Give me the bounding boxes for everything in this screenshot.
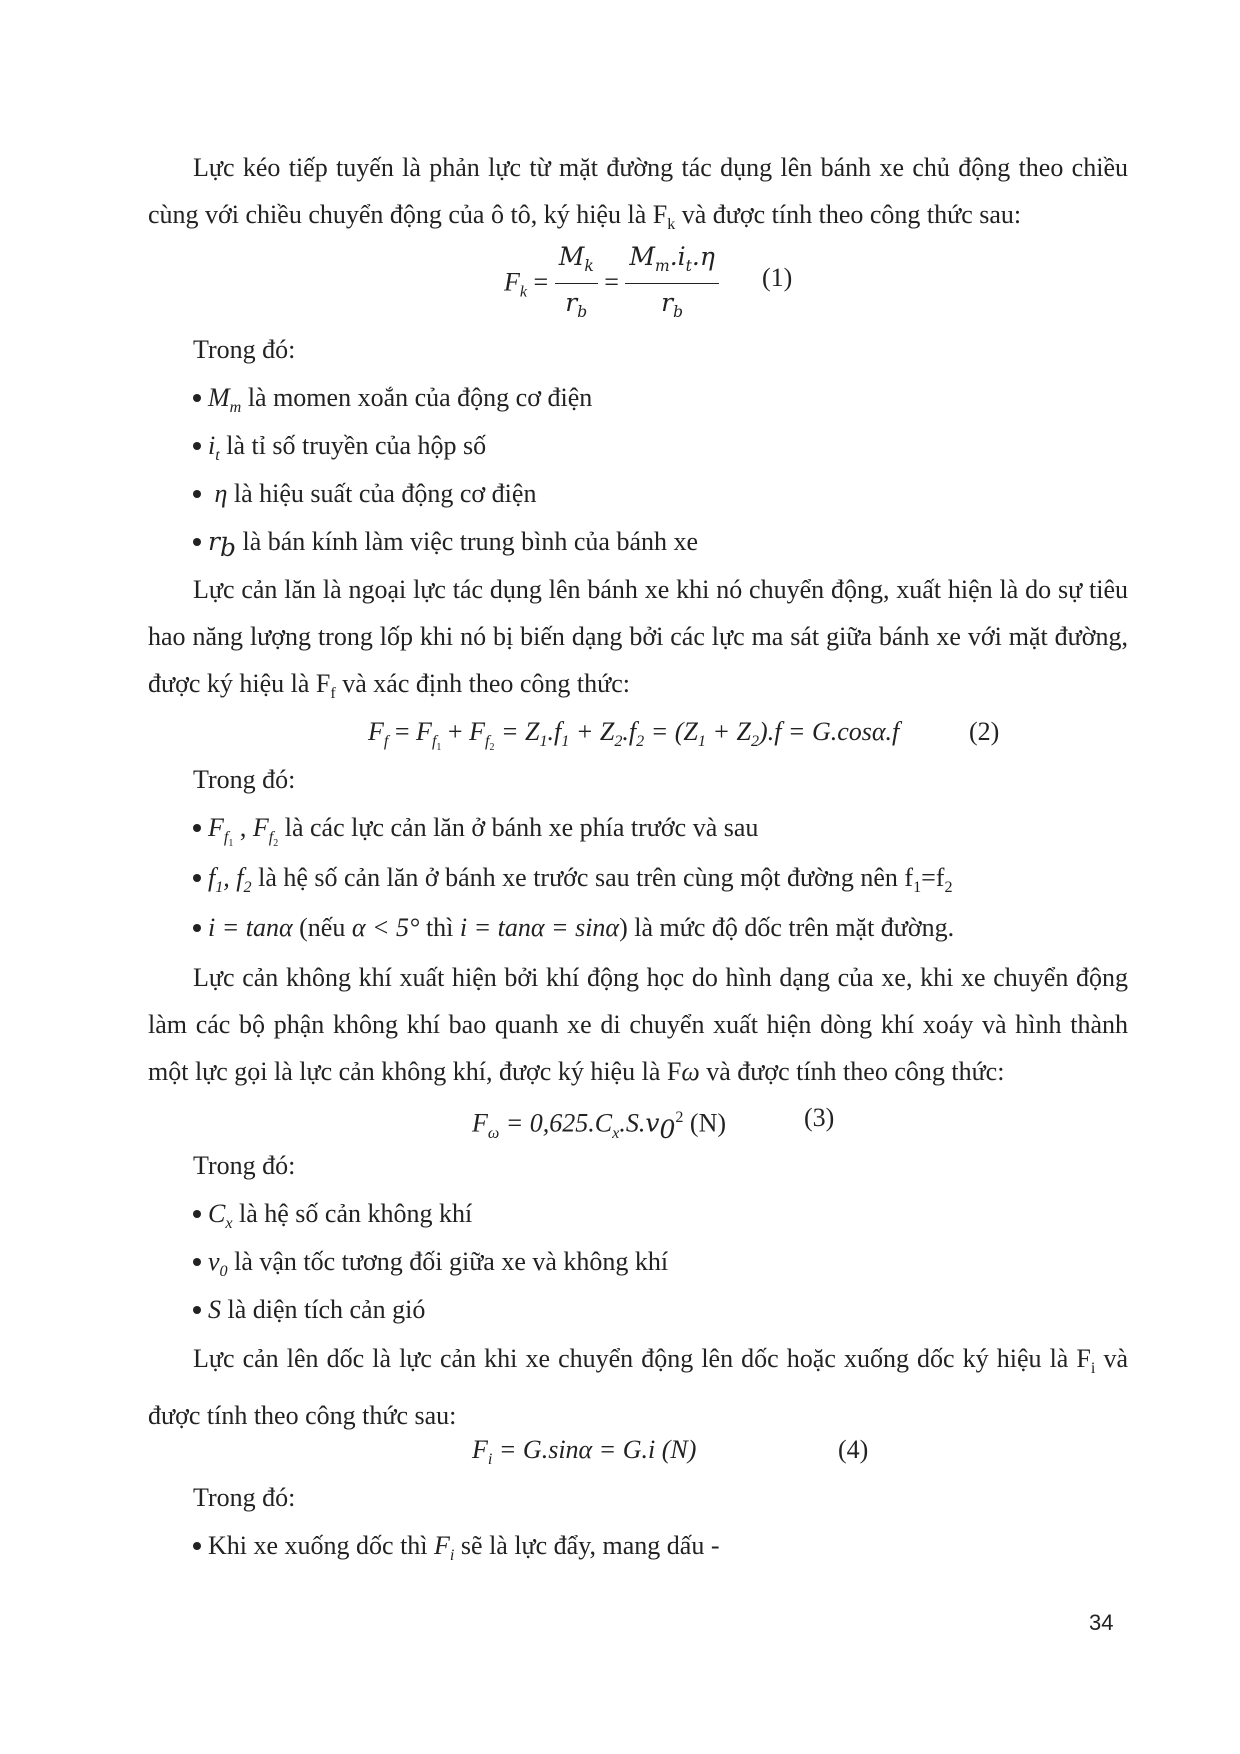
bullet-item: $C_x$ là hệ số cản không khí [208,1194,472,1244]
equation-2: $F_f = F_{f_1} + F_{f_2} = Z_1.f_1 + Z_2.f_2 = (Z_1 + Z_2).f = G.\cos\alpha.f$ [368,717,900,754]
paragraph-grade-resistance: Lực cản lên dốc là lực cản khi xe chuyển động lên dốc hoặc xuống dốc ký hiệu là $F_i$ và được tính theo công thức sau: [148,1344,1128,1431]
bullet-item: η là hiệu suất của động cơ điện [208,474,536,514]
bullet-item: i = tanα (nếu α < 5° thì i = tanα = sinα) là mức độ dốc trên mặt đường. [208,908,954,948]
bullet-dot-icon [193,874,201,882]
bullet-item: $i_t$ là tỉ số truyền của hộp số [208,426,486,476]
bullet-item: $r_b$ là bán kính làm việc trung bình của bánh xe [208,522,698,568]
bullet-item: Khi xe xuống dốc thì $F_i$ sẽ là lực đẩy, mang dấu - [208,1526,720,1576]
bullet-dot-icon [193,924,201,932]
where-label-2: Trong đó: [193,765,296,794]
bullet-dot-icon [193,1258,201,1266]
bullet-dot-icon [193,490,201,498]
bullet-item: S là diện tích cản gió [208,1290,425,1330]
bullet-item: $f_1$, $f_2$ là hệ số cản lăn ở bánh xe trước sau trên cùng một đường nên $f_1=f_2$ [208,858,953,908]
paragraph-tractive-force: Lực kéo tiếp tuyến là phản lực từ mặt đường tác dụng lên bánh xe chủ động theo chiều cùng với chiều chuyển động của ô tô, ký hiệu là $F_k$ và được tính theo công thức sau: [148,153,1128,234]
equation-3-number: (3) [804,1103,835,1132]
bullet-item: $v_0$ là vận tốc tương đối giữa xe và không khí [208,1242,668,1292]
bullet-item: $F_{f_1}$ , $F_{f_2}$ là các lực cản lăn ở bánh xe phía trước và sau [208,808,758,864]
fraction-mm-it-eta-rb: $\frac{M_m.i_t.\eta}{r_b}$ [625,240,718,329]
paragraph-rolling-resistance: Lực cản lăn là ngoại lực tác dụng lên bánh xe khi nó chuyển động, xuất hiện là do sự tiêu hao năng lượng trong lốp khi nó bị biến dạng bởi các lực ma sát giữa bánh xe với mặt đường, được ký hiệu là $F_f$ và xác định theo công thức: [148,575,1128,703]
equation-1-number: (1) [762,263,793,292]
equation-2-number: (2) [969,717,1000,746]
equation-3: $F_\omega = 0,625.C_x.S.v_0^2$ (N) [472,1108,726,1144]
bullet-dot-icon [193,1542,201,1550]
where-label-1: Trong đó: [193,335,296,364]
bullet-dot-icon [193,1306,201,1314]
paragraph-air-resistance: Lực cản không khí xuất hiện bởi khí động học do hình dạng của xe, khi xe chuyển động làm các bộ phận không khí bao quanh xe di chuyển xuất hiện dòng khí xoáy và hình thành một lực gọi là lực cản không khí, được ký hiệu là Fω và được tính theo công thức: [148,963,1128,1086]
equation-4-number: (4) [838,1435,869,1464]
bullet-dot-icon [193,538,201,546]
bullet-dot-icon [193,1210,201,1218]
bullet-dot-icon [193,394,201,402]
equation-1: $F_k$ = $\frac{M_k}{r_b}$ = $\frac{M_m.i_t.\eta}{r_b}$ [504,240,719,329]
page-number: 34 [1089,1610,1114,1635]
bullet-dot-icon [193,824,201,832]
fraction-mk-rb: $\frac{M_k}{r_b}$ [555,240,598,329]
where-label-3: Trong đó: [193,1151,296,1180]
bullet-item: $M_m$ là momen xoắn của động cơ điện [208,378,592,428]
where-label-4: Trong đó: [193,1483,296,1512]
equation-4: $F_i = G.\sin\alpha = G.i$ (N) [472,1435,697,1469]
bullet-dot-icon [193,442,201,450]
